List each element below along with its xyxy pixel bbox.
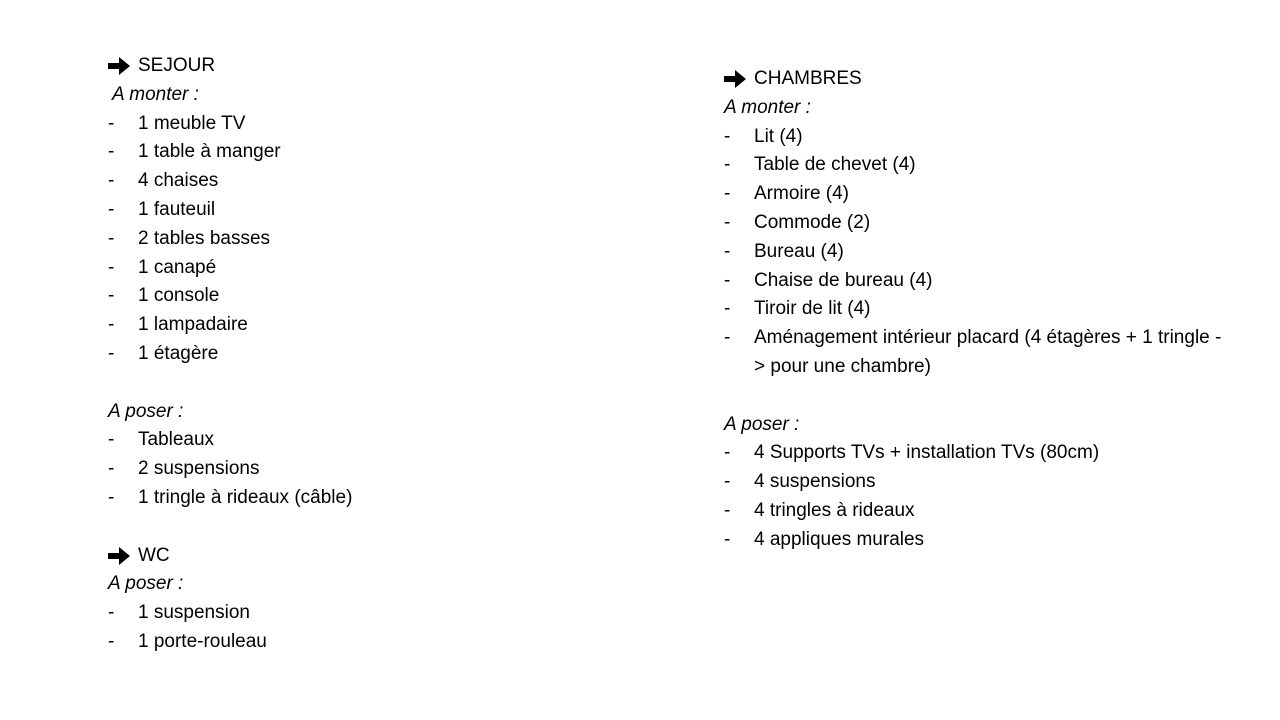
spacer [724, 382, 1224, 411]
list-item: - 1 suspension [108, 602, 250, 624]
list-item: - 1 lampadaire [108, 314, 248, 336]
subheading-a-poser: A poser : [108, 400, 184, 422]
section-heading-chambres [724, 65, 1224, 94]
subheading-a-monter: A monter : [112, 83, 199, 105]
list-chambres-a-poser [724, 439, 1224, 554]
right-arrow-icon [724, 69, 746, 89]
list-chambres-a-monter [724, 123, 1224, 382]
list-item: - Armoire (4) [724, 183, 850, 205]
list-item: - 1 fauteuil [108, 198, 216, 220]
list-item: - Tableaux [108, 429, 215, 451]
list-item: - Chaise de bureau (4) [724, 269, 933, 291]
subheading-a-poser: A poser : [724, 413, 800, 435]
section-title: SEJOUR [138, 55, 216, 76]
section-title: WC [138, 544, 170, 566]
list-item: - Table de chevet (4) [724, 154, 916, 176]
list-item: - 1 tringle à rideaux (câble) [108, 486, 353, 508]
right-arrow-icon [108, 546, 130, 566]
spacer [108, 513, 668, 542]
list-item: - 4 chaises [108, 170, 219, 192]
list-item: - 2 suspensions [108, 458, 260, 480]
subheading-a-poser: A poser : [108, 573, 184, 595]
list-item: - 1 porte-rouleau [108, 630, 267, 652]
list-sejour-a-monter [108, 110, 668, 369]
list-item: - Aménagement intérieur placard (4 étagères + 1 tringle -> pour une chambre) [724, 327, 1222, 377]
section-heading-wc [108, 542, 668, 571]
right-column [724, 65, 1224, 555]
list-item: - 1 console [108, 285, 220, 307]
subheading-a-monter: A monter : [724, 96, 811, 118]
list-item: - 1 meuble TV [108, 112, 246, 134]
list-sejour-a-poser [108, 426, 668, 512]
section-heading-sejour [108, 52, 668, 81]
list-item: - 4 suspensions [724, 471, 876, 493]
left-column [108, 52, 668, 657]
list-item: - 1 étagère [108, 342, 219, 364]
list-item: - 4 Supports TVs + installation TVs (80cm) [724, 442, 1100, 464]
list-item: - Bureau (4) [724, 240, 844, 262]
list-item: - 4 appliques murales [724, 528, 925, 550]
list-item: - 1 table à manger [108, 141, 281, 163]
list-item: - 1 canapé [108, 256, 217, 278]
list-wc-a-poser [108, 599, 668, 657]
spacer [108, 369, 668, 398]
list-item: - 4 tringles à rideaux [724, 499, 915, 521]
list-item: - Tiroir de lit (4) [724, 298, 871, 320]
section-title: CHAMBRES [754, 68, 862, 89]
list-item: - Commode (2) [724, 211, 871, 233]
list-item: - Lit (4) [724, 125, 803, 147]
list-item: - 2 tables basses [108, 227, 271, 249]
right-arrow-icon [108, 56, 130, 76]
